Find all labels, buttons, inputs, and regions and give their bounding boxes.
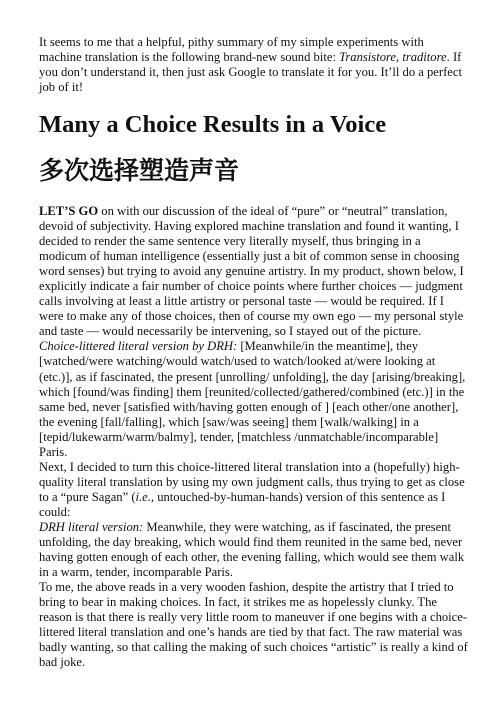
paragraph-2-text: [Meanwhile/in the meantime], they [watched/were watching/would watch/used to watch/looked at/were looking at (etc.)], as if fascinated, the present [unrolling/ unfolding], the day [arising/breaking], which [found/was finding] them [reunited/collected/gathered/combined (etc.)] in the same bed, never [satisfied with/having gotten enough of ] [each other/one another], the evening [fall/falling], which [saw/was seeing] them [walk/walking] in a [tepid/lukewarm/warm/balmy], tender, [matchless /unmatchable/incomparable] Paris.	[39, 339, 466, 459]
intro-italic-phrase: Transistore, traditore	[339, 50, 447, 64]
paragraph-1	[39, 204, 469, 339]
paragraph-5: To me, the above reads in a very wooden fashion, despite the artistry that I tried to bring to bear in making choices. In fact, it strikes me as hopelessly clunky. The reason is that there is really very little room to maneuver if one begins with a choice-littered literal translation and one’s hands are tied by that fact. The raw material was badly wanting, so that calling the making of such choices “artistic” is really a kind of bad joke.	[39, 580, 468, 670]
paragraph-1-text: on with our discussion of the ideal of “pure” or “neutral” translation, devoid of subjectivity. Having explored machine translation and found it wanting, I decided to render the same sentence very literally myself, thus bringing in a modicum of human intelligence (essentially just a bit of common sense in choosing word senses) but trying to avoid any genuine artistry. In my product, shown below, I explicitly indicate a fair number of choice points where further choices — judgment calls involving at least a little artistry or personal taste — would be required. If I were to make any of those choices, then of course my own ego — my personal style and taste — would necessarily be intervening, so I stayed out of the picture.	[39, 204, 464, 339]
paragraph-4-text: Meanwhile, they were watching, as if fascinated, the present unfolding, the day breaking, which would find them reunited in the same bed, never having gotten enough of each other, the evening falling, which would see them walk in a warm, tender, incomparable Paris.	[39, 519, 465, 580]
heading-chinese: 多次选择塑造声音	[39, 156, 240, 185]
paragraph-2-label: Choice-littered literal version by DRH:	[39, 339, 238, 354]
intro-text-after: . If you don’t understand it, then just ask Google to translate it for you. It’ll do a perfect job of it!	[39, 50, 462, 94]
article-body	[39, 204, 469, 670]
intro-text-before: It seems to me that a helpful, pithy summary of my simple experiments with machine translation is the following brand-new sound bite:	[39, 35, 424, 64]
paragraph-4-label: DRH literal version:	[39, 519, 144, 534]
paragraph-1-lead: LET’S GO	[39, 204, 99, 218]
paragraph-3-italic: i.e.	[135, 489, 151, 504]
paragraph-4	[39, 520, 469, 580]
intro-paragraph	[39, 35, 469, 95]
paragraph-3-after: , untouched-by-human-hands) version of this sentence as I could:	[39, 489, 446, 519]
heading-english: Many a Choice Results in a Voice	[39, 111, 387, 138]
intro-text	[39, 35, 469, 95]
paragraph-3	[39, 460, 469, 520]
paragraph-2	[39, 339, 469, 459]
paragraph-3-before: Next, I decided to turn this choice-littered literal translation into a (hopefully) high-quality literal translation by using my own judgment calls, thus trying to get as close to a “pure Sagan” (	[39, 459, 465, 504]
